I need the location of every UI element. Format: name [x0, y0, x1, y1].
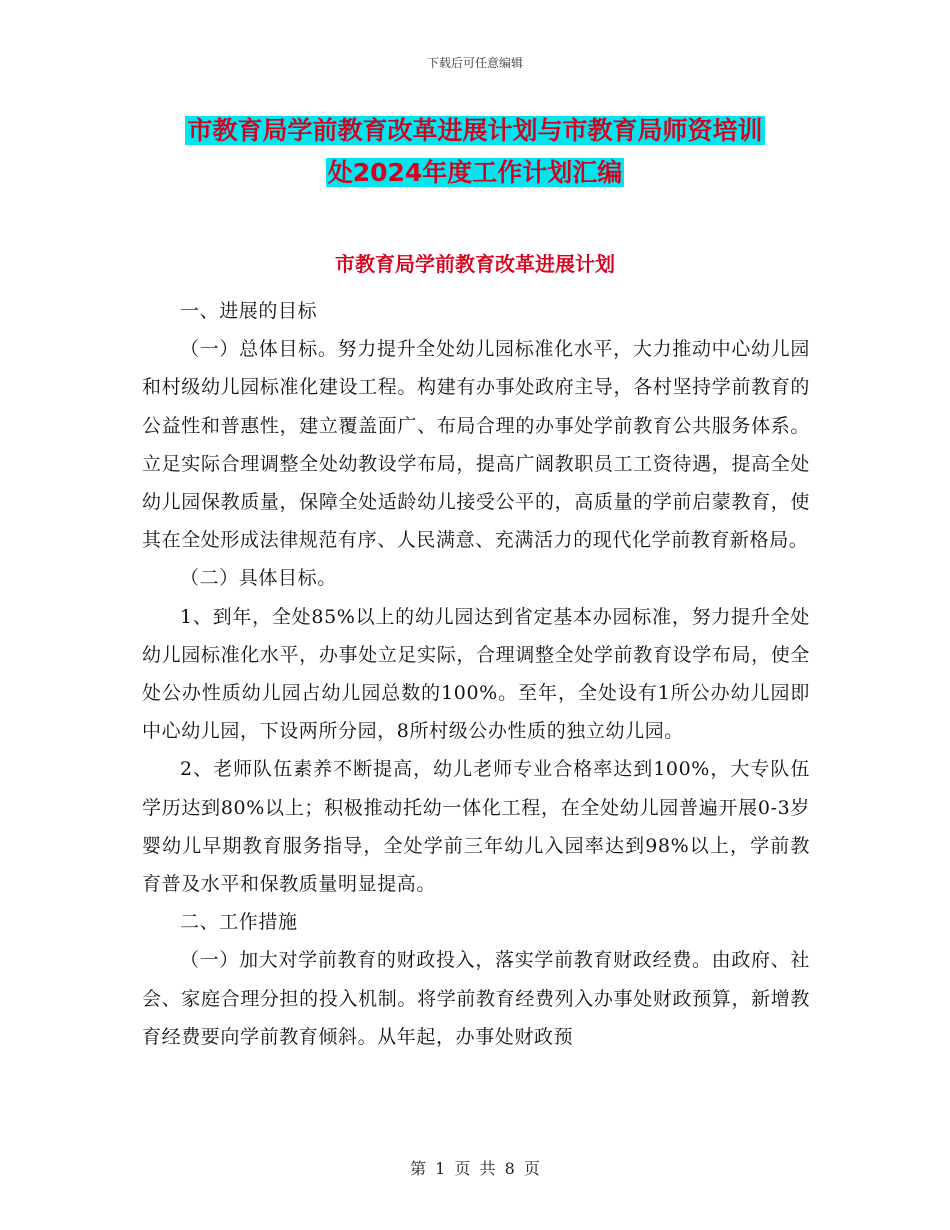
header-note: 下载后可任意编辑: [426, 56, 523, 70]
document-title-line-2: 处2024年度工作计划汇编: [327, 158, 623, 187]
paragraph-goal-1: 1、到年，全处85%以上的幼儿园达到省定基本办园标准，努力提升全处幼儿园标准化水平，办事处立足实际，合理调整全处学前教育设学布局，使全处公办性质幼儿园占幼儿园总数的100%。至年，全处设有1所公办幼儿园即中心幼儿园，下设两所分园，8所村级公办性质的独立幼儿园。: [142, 605, 810, 743]
heading-goals: 一、进展的目标: [180, 300, 318, 322]
heading-measures: 二、工作措施: [180, 911, 298, 934]
paragraph-goal-2: 2、老师队伍素养不断提高，幼儿老师专业合格率达到100%，大专队伍学历达到80%以上；积极推动托幼一体化工程，在全处幼儿园普遍开展0-3岁婴幼儿早期教育服务指导，全处学前三年幼儿入园率达到98%以上，学前教育普及水平和保教质量明显提高。: [142, 758, 810, 896]
page-number: 第 1 页 共 8 页: [410, 1159, 540, 1178]
document-title: [0, 110, 950, 194]
paragraph-overall-goal: （一）总体目标。努力提升全处幼儿园标准化水平，大力推动中心幼儿园和村级幼儿园标准化建设工程。构建有办事处政府主导，各村坚持学前教育的公益性和普惠性，建立覆盖面广、布局合理的办事处学前教育公共服务体系。立足实际合理调整全处幼教设学布局，提高广阔教职员工工资待遇，提高全处幼儿园保教质量，保障全处适龄幼儿接受公平的，高质量的学前启蒙教育，使其在全处形成法律规范有序、人民满意、充满活力的现代化学前教育新格局。: [142, 338, 810, 552]
section-title: 市教育局学前教育改革进展计划: [335, 252, 615, 276]
paragraph-measure-1: （一）加大对学前教育的财政投入，落实学前教育财政经费。由政府、社会、家庭合理分担的投入机制。将学前教育经费列入办事处财政预算，新增教育经费要向学前教育倾斜。从年起，办事处财政预: [142, 949, 810, 1048]
document-title-line-1: 市教育局学前教育改革进展计划与市教育局师资培训: [187, 116, 763, 145]
subheading-specific-goals: （二）具体目标。: [180, 567, 337, 590]
document-body: [142, 292, 810, 1056]
